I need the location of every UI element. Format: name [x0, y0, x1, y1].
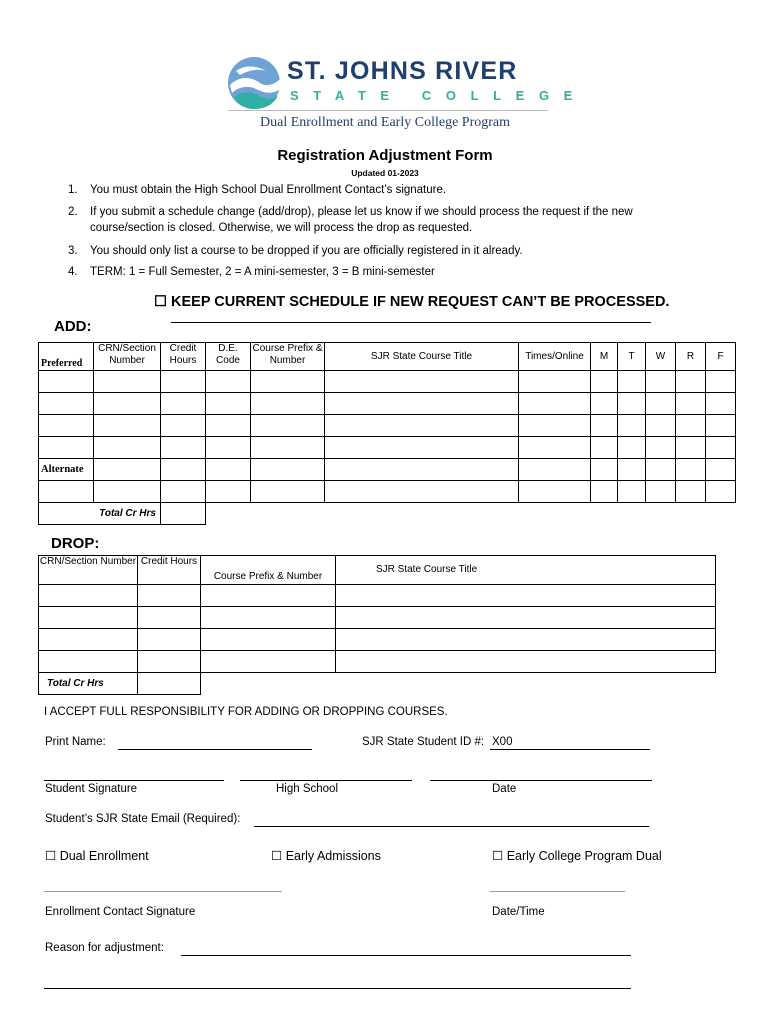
table-cell[interactable] — [138, 585, 201, 607]
table-cell[interactable] — [676, 393, 706, 415]
table-cell[interactable] — [591, 437, 618, 459]
early-college-label: Early College Program Dual — [506, 849, 662, 863]
table-cell[interactable] — [138, 651, 201, 673]
table-cell[interactable] — [618, 481, 646, 503]
table-cell[interactable] — [251, 393, 325, 415]
table-cell[interactable] — [706, 393, 736, 415]
crn-header: CRN/Section Number — [94, 343, 161, 371]
friday-header: F — [706, 343, 736, 371]
table-cell[interactable] — [325, 459, 519, 481]
drop-section-label: DROP: — [51, 535, 100, 552]
table-cell[interactable] — [94, 459, 161, 481]
table-cell[interactable] — [519, 459, 591, 481]
alternate-label: Alternate — [39, 459, 94, 481]
table-cell[interactable] — [206, 415, 251, 437]
table-cell[interactable] — [94, 415, 161, 437]
logo-wordmark-line1: ST. JOHNS RIVER — [287, 57, 518, 85]
drop-course-row — [39, 585, 716, 607]
table-cell[interactable] — [591, 459, 618, 481]
drop-total-row — [39, 673, 716, 695]
acceptance-statement: I ACCEPT FULL RESPONSIBILITY FOR ADDING OR DROPPING COURSES. — [44, 706, 448, 718]
table-cell[interactable] — [39, 437, 94, 459]
table-cell[interactable] — [676, 459, 706, 481]
thursday-header: R — [676, 343, 706, 371]
table-cell[interactable] — [39, 415, 94, 437]
date-time-label: Date/Time — [492, 906, 545, 918]
early-admissions-checkbox[interactable]: ☐ — [271, 849, 283, 863]
instruction-number: 2. — [68, 206, 78, 218]
early-college-checkbox[interactable]: ☐ — [492, 849, 504, 863]
drop-course-row — [39, 607, 716, 629]
table-cell[interactable] — [251, 371, 325, 393]
add-course-row — [39, 393, 736, 415]
drop-course-prefix-header: Course Prefix & Number — [201, 556, 336, 585]
table-cell[interactable] — [161, 393, 206, 415]
table-cell[interactable] — [618, 415, 646, 437]
table-cell[interactable] — [519, 393, 591, 415]
early-admissions-label: Early Admissions — [285, 849, 381, 863]
add-total-label: Total Cr Hrs — [39, 503, 161, 525]
header-divider — [228, 110, 548, 111]
early-admissions-option[interactable] — [271, 848, 381, 863]
table-cell[interactable] — [618, 371, 646, 393]
table-cell[interactable] — [618, 437, 646, 459]
reason-label: Reason for adjustment: — [45, 942, 164, 954]
table-cell[interactable] — [161, 459, 206, 481]
table-cell[interactable] — [591, 371, 618, 393]
reason-field-continued[interactable] — [44, 988, 631, 989]
email-field[interactable] — [254, 826, 649, 827]
table-cell[interactable] — [325, 437, 519, 459]
table-cell[interactable] — [519, 481, 591, 503]
table-cell[interactable] — [706, 481, 736, 503]
add-total-value[interactable] — [161, 503, 206, 525]
student-id-value: X00 — [492, 736, 513, 748]
form-title: Registration Adjustment Form — [277, 147, 493, 164]
add-header-row — [39, 343, 736, 371]
table-cell[interactable] — [519, 371, 591, 393]
enrollment-contact-signature-field[interactable] — [44, 891, 282, 892]
table-cell[interactable] — [251, 415, 325, 437]
table-cell[interactable] — [591, 481, 618, 503]
dual-enrollment-option[interactable] — [45, 848, 149, 863]
course-prefix-header: Course Prefix & Number — [251, 343, 325, 371]
student-signature-label: Student Signature — [45, 783, 138, 795]
instruction-number: 3. — [68, 245, 78, 257]
table-cell[interactable] — [706, 459, 736, 481]
table-cell[interactable] — [706, 415, 736, 437]
date-label: Date — [492, 783, 517, 795]
add-course-row — [39, 437, 736, 459]
table-cell[interactable] — [519, 437, 591, 459]
table-cell[interactable] — [39, 481, 94, 503]
course-title-header: SJR State Course Title — [325, 343, 519, 371]
drop-courses-table — [38, 555, 716, 695]
keep-schedule-label: KEEP CURRENT SCHEDULE IF NEW REQUEST CAN’T BE PROCESSED. — [171, 294, 670, 310]
table-cell[interactable] — [161, 371, 206, 393]
table-cell[interactable] — [325, 393, 519, 415]
print-name-field[interactable] — [118, 749, 312, 750]
table-cell[interactable] — [706, 371, 736, 393]
drop-course-row — [39, 629, 716, 651]
credit-hours-header: Credit Hours — [161, 343, 206, 371]
program-name: Dual Enrollment and Early College Program — [260, 115, 510, 130]
high-school-label: High School — [276, 783, 339, 795]
instruction-number: 1. — [68, 184, 78, 196]
logo-wordmark-line2: STATE COLLEGE — [290, 88, 587, 103]
table-cell[interactable] — [646, 371, 676, 393]
table-cell[interactable] — [201, 629, 336, 651]
add-course-row — [39, 371, 736, 393]
table-cell[interactable] — [646, 459, 676, 481]
table-cell[interactable] — [39, 607, 138, 629]
table-cell[interactable] — [591, 415, 618, 437]
table-cell[interactable] — [325, 371, 519, 393]
table-cell[interactable] — [676, 437, 706, 459]
keep-schedule-underline — [171, 322, 651, 323]
keep-schedule-option[interactable] — [154, 294, 669, 310]
table-cell[interactable] — [251, 481, 325, 503]
drop-header-row — [39, 556, 716, 585]
table-cell[interactable] — [646, 437, 676, 459]
monday-header: M — [591, 343, 618, 371]
add-courses-table — [38, 342, 736, 525]
drop-course-row — [39, 651, 716, 673]
de-code-header: D.E. Code — [206, 343, 251, 371]
preferred-header: Preferred — [39, 343, 94, 371]
student-id-label: SJR State Student ID #: — [362, 736, 485, 748]
table-cell[interactable] — [646, 481, 676, 503]
table-cell[interactable] — [325, 481, 519, 503]
table-cell[interactable] — [251, 437, 325, 459]
instruction-text: You should only list a course to be dropped if you are officially registered in it already. — [90, 245, 523, 257]
times-online-header: Times/Online — [519, 343, 591, 371]
print-name-label: Print Name: — [45, 736, 106, 748]
table-cell[interactable] — [646, 393, 676, 415]
table-cell[interactable] — [325, 415, 519, 437]
table-cell[interactable] — [336, 607, 716, 629]
dual-enrollment-checkbox[interactable]: ☐ — [45, 849, 57, 863]
table-cell[interactable] — [206, 437, 251, 459]
table-cell[interactable] — [676, 371, 706, 393]
high-school-field[interactable] — [240, 780, 412, 781]
drop-crn-header: CRN/Section Number — [39, 556, 138, 585]
table-cell[interactable] — [201, 585, 336, 607]
drop-total-value[interactable] — [138, 673, 201, 695]
table-cell[interactable] — [206, 459, 251, 481]
drop-credit-hours-header: Credit Hours — [138, 556, 201, 585]
enrollment-contact-label: Enrollment Contact Signature — [45, 906, 196, 918]
add-course-row — [39, 415, 736, 437]
form-updated-date: Updated 01-2023 — [351, 168, 419, 178]
email-label: Student’s SJR State Email (Required): — [45, 813, 241, 825]
wednesday-header: W — [646, 343, 676, 371]
drop-course-title-header: SJR State Course Title — [336, 556, 716, 585]
table-cell[interactable] — [39, 651, 138, 673]
table-cell[interactable] — [161, 437, 206, 459]
drop-total-label: Total Cr Hrs — [39, 673, 138, 695]
table-cell[interactable] — [94, 481, 161, 503]
add-total-row — [39, 503, 736, 525]
table-cell[interactable] — [201, 651, 336, 673]
table-cell[interactable] — [39, 585, 138, 607]
table-cell[interactable] — [94, 393, 161, 415]
table-cell[interactable] — [646, 415, 676, 437]
table-cell[interactable] — [336, 585, 716, 607]
table-cell[interactable] — [676, 415, 706, 437]
table-cell[interactable] — [676, 481, 706, 503]
keep-schedule-checkbox[interactable]: ☐ — [154, 294, 167, 310]
table-cell[interactable] — [138, 629, 201, 651]
table-cell[interactable] — [336, 651, 716, 673]
add-alternate-row — [39, 459, 736, 481]
date-time-field[interactable] — [490, 891, 625, 892]
table-cell[interactable] — [201, 607, 336, 629]
tuesday-header: T — [618, 343, 646, 371]
table-cell[interactable] — [706, 437, 736, 459]
table-cell[interactable] — [39, 393, 94, 415]
table-cell[interactable] — [336, 629, 716, 651]
table-cell[interactable] — [206, 481, 251, 503]
table-cell[interactable] — [618, 393, 646, 415]
table-cell[interactable] — [206, 393, 251, 415]
table-cell[interactable] — [206, 371, 251, 393]
add-section-label: ADD: — [54, 318, 92, 335]
instruction-text: You must obtain the High School Dual Enrollment Contact’s signature. — [90, 184, 447, 196]
instruction-number: 4. — [68, 266, 78, 278]
add-course-row — [39, 481, 736, 503]
table-cell[interactable] — [94, 437, 161, 459]
instruction-text: TERM: 1 = Full Semester, 2 = A mini-semester, 3 = B mini-semester — [90, 266, 435, 278]
table-cell[interactable] — [94, 371, 161, 393]
early-college-option[interactable] — [492, 848, 662, 863]
college-logo-icon — [226, 55, 282, 111]
instruction-text: If you submit a schedule change (add/drop), please let us know if we should process the request if the new course/section is closed. Otherwise, we will process the drop as requested. — [90, 206, 633, 234]
table-cell[interactable] — [39, 371, 94, 393]
table-cell[interactable] — [618, 459, 646, 481]
table-cell[interactable] — [161, 415, 206, 437]
table-cell[interactable] — [591, 393, 618, 415]
reason-field[interactable] — [181, 955, 631, 956]
table-cell[interactable] — [39, 629, 138, 651]
table-cell[interactable] — [138, 607, 201, 629]
table-cell[interactable] — [251, 459, 325, 481]
table-cell[interactable] — [161, 481, 206, 503]
date-field[interactable] — [430, 780, 652, 781]
student-signature-field[interactable] — [44, 780, 224, 781]
dual-enrollment-label: Dual Enrollment — [59, 849, 149, 863]
table-cell[interactable] — [519, 415, 591, 437]
student-id-field[interactable] — [490, 749, 650, 750]
